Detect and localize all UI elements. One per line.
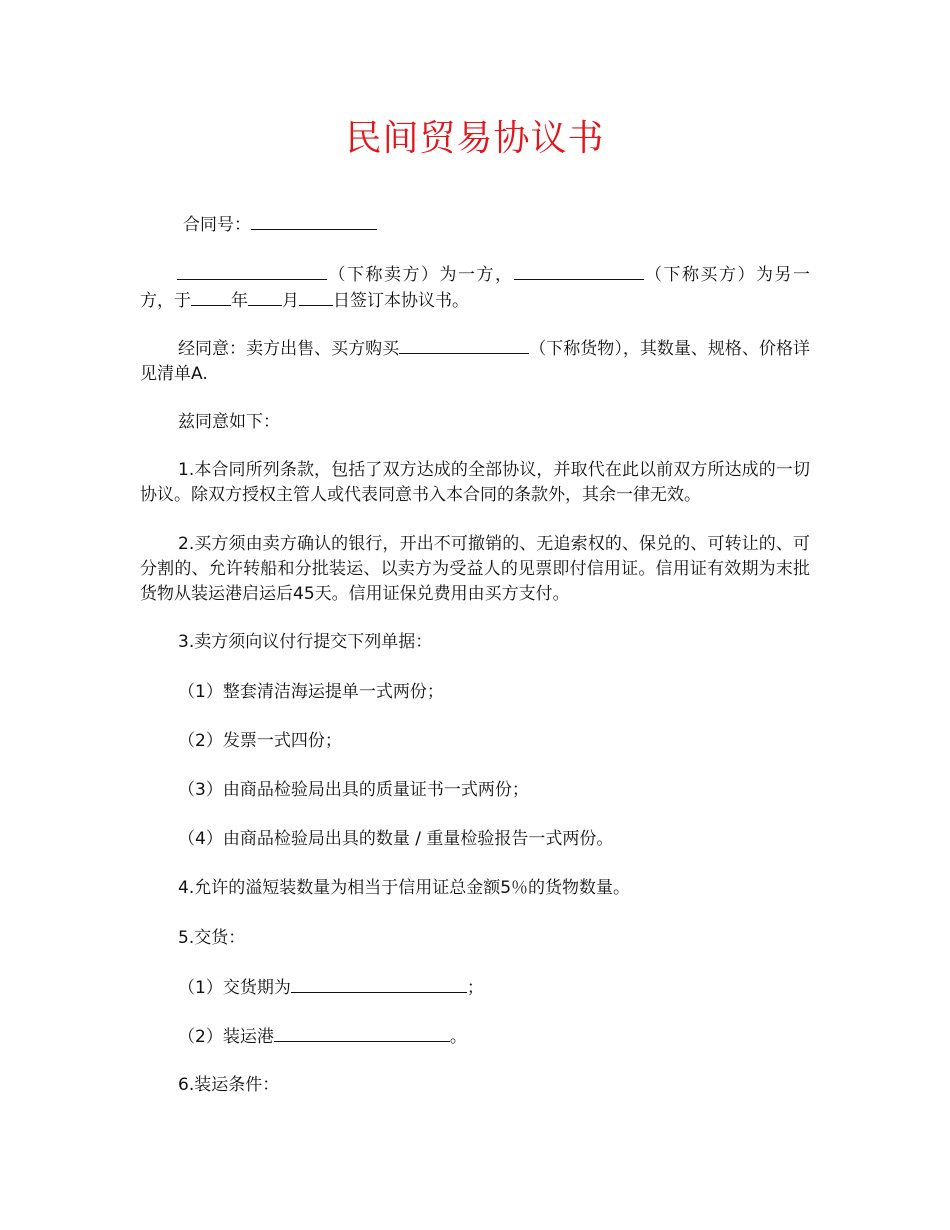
- parties-paragraph: [140, 262, 810, 314]
- contract-number-line: [183, 212, 783, 238]
- clause-3-item-3: （3）由商品检验局出具的质量证书一式两份；: [178, 780, 529, 800]
- clause-3-item-1: （1）整套清洁海运提单一式两份；: [178, 682, 444, 702]
- contract-number-label: 合同号：: [183, 215, 251, 235]
- delivery-period-blank[interactable]: [291, 975, 467, 993]
- clause-3-item-4: （4）由商品检验局出具的数量 / 重量检验报告一式两份。: [178, 829, 614, 849]
- clause-4: 4.允许的溢短装数量为相当于信用证总金额5％的货物数量。: [178, 878, 631, 898]
- clause-5: 5.交货：: [178, 928, 246, 948]
- agreement-paragraph: [140, 336, 810, 387]
- contract-number-blank[interactable]: [251, 212, 377, 230]
- clause-5-item-1: [178, 975, 818, 1001]
- sign-year-label: 年: [231, 291, 248, 311]
- sign-month-blank[interactable]: [248, 288, 282, 306]
- clause-5-item-2: [178, 1024, 818, 1050]
- agreement-text-2: （下称货物），其数量、规格、价格详见清单A.: [140, 339, 811, 384]
- delivery-period-label: （1）交货期为: [178, 978, 291, 998]
- sign-month-label: 月: [282, 291, 299, 311]
- sign-day-label: 日签订本协议书。: [333, 291, 469, 311]
- parties-text-seller: （下称卖方）为一方，: [327, 265, 514, 285]
- loading-port-label: （2）装运港: [178, 1027, 274, 1047]
- loading-port-end: 。: [449, 1027, 467, 1047]
- hereby-line: 兹同意如下：: [178, 412, 280, 432]
- clause-2: 2.买方须由卖方确认的银行，开出不可撤销的、无追索权的、保兑的、可转让的、可分割的、允许转船和分批装运、以卖方为受益人的见票即付信用证。信用证有效期为末批货物从装运港启运后45天。信用证保兑费用由买方支付。: [140, 534, 810, 604]
- sign-year-blank[interactable]: [191, 288, 231, 306]
- clause-1: 1.本合同所列条款，包括了双方达成的全部协议，并取代在此以前双方所达成的一切协议。除双方授权主管人或代表同意书入本合同的条款外，其余一律无效。: [140, 460, 810, 505]
- clause-3: 3.卖方须向议付行提交下列单据：: [178, 632, 433, 652]
- seller-name-blank[interactable]: [177, 262, 327, 280]
- goods-name-blank[interactable]: [399, 336, 529, 354]
- loading-port-blank[interactable]: [274, 1024, 450, 1042]
- clause-6: 6.装运条件：: [178, 1075, 280, 1095]
- delivery-period-end: ；: [466, 978, 484, 998]
- buyer-name-blank[interactable]: [514, 262, 644, 280]
- clause-3-item-2: （2）发票一式四份；: [178, 731, 342, 751]
- sign-day-blank[interactable]: [299, 288, 333, 306]
- document-title: 民间贸易协议书: [345, 118, 605, 159]
- agreement-text-1: 经同意：卖方出售、买方购买: [178, 339, 400, 359]
- parties-text-buyer: （下称买方）为另一方，于: [140, 265, 810, 311]
